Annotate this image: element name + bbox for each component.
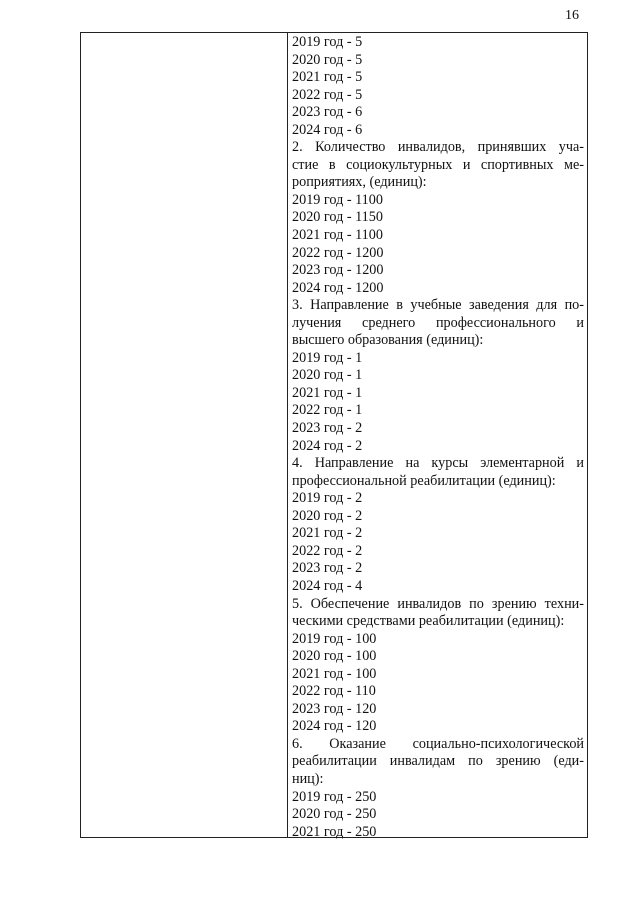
year-line: 2020 год - 2 [292,507,363,524]
section-3-title-line: высшего образования (единиц): [292,332,484,349]
section-3-title-line: лучения среднего профессионального и [292,314,584,331]
table-left-column [81,33,288,837]
year-line: 2022 год - 5 [292,86,363,103]
year-line: 2023 год - 120 [292,700,377,717]
year-line: 2021 год - 2 [292,525,363,542]
section-4-title-line: профессиональной реабилитации (единиц): [292,472,556,489]
year-line: 2020 год - 1 [292,367,363,384]
year-line: 2022 год - 1 [292,402,363,419]
year-line: 2023 год - 2 [292,420,363,437]
section-2-title-line: роприятиях, (единиц): [292,174,427,191]
year-line: 2021 год - 1 [292,384,363,401]
year-line: 2024 год - 120 [292,718,377,735]
section-2-title-line: стие в социокультурных и спортивных ме- [292,156,584,173]
section-2-title-line: 2. Количество инвалидов, принявших уча- [292,139,584,156]
year-line: 2024 год - 2 [292,437,363,454]
year-line: 2023 год - 1200 [292,262,384,279]
year-line: 2021 год - 100 [292,665,377,682]
year-line: 2024 год - 4 [292,577,363,594]
section-4-title-line: 4. Направление на курсы элементарной и [292,455,584,472]
document-table [80,32,588,838]
year-line: 2022 год - 2 [292,542,363,559]
year-line: 2019 год - 1 [292,349,363,366]
year-line: 2019 год - 5 [292,34,363,50]
page-number: 16 [565,8,579,23]
section-5-title-line: ческими средствами реабилитации (единиц): [292,613,565,630]
year-line: 2019 год - 1100 [292,191,383,208]
year-line: 2024 год - 1200 [292,279,384,296]
section-3-title-line: 3. Направление в учебные заведения для по- [292,297,584,314]
year-line: 2019 год - 250 [292,788,377,805]
section-6-title-line: 6. Оказание социально-психологической [292,735,584,752]
year-line: 2020 год - 250 [292,806,377,823]
section-5-title-line: 5. Обеспечение инвалидов по зрению техни- [292,595,584,612]
year-line: 2022 год - 1200 [292,244,384,261]
year-line: 2019 год - 100 [292,630,377,647]
year-line: 2021 год - 1100 [292,227,383,244]
year-line: 2021 год - 250 [292,823,377,840]
year-line: 2020 год - 5 [292,51,363,68]
year-line: 2020 год - 100 [292,648,377,665]
year-line: 2020 год - 1150 [292,209,383,226]
section-6-title-line: реабилитации инвалидам по зрению (еди- [292,753,584,770]
year-line: 2024 год - 6 [292,121,363,138]
year-line: 2023 год - 2 [292,560,363,577]
year-line: 2021 год - 5 [292,69,363,86]
year-line: 2019 год - 2 [292,490,363,507]
table-right-column [288,33,587,840]
year-line: 2022 год - 110 [292,683,376,700]
section-6-title-line: ниц): [292,770,324,787]
year-line: 2023 год - 6 [292,104,363,121]
